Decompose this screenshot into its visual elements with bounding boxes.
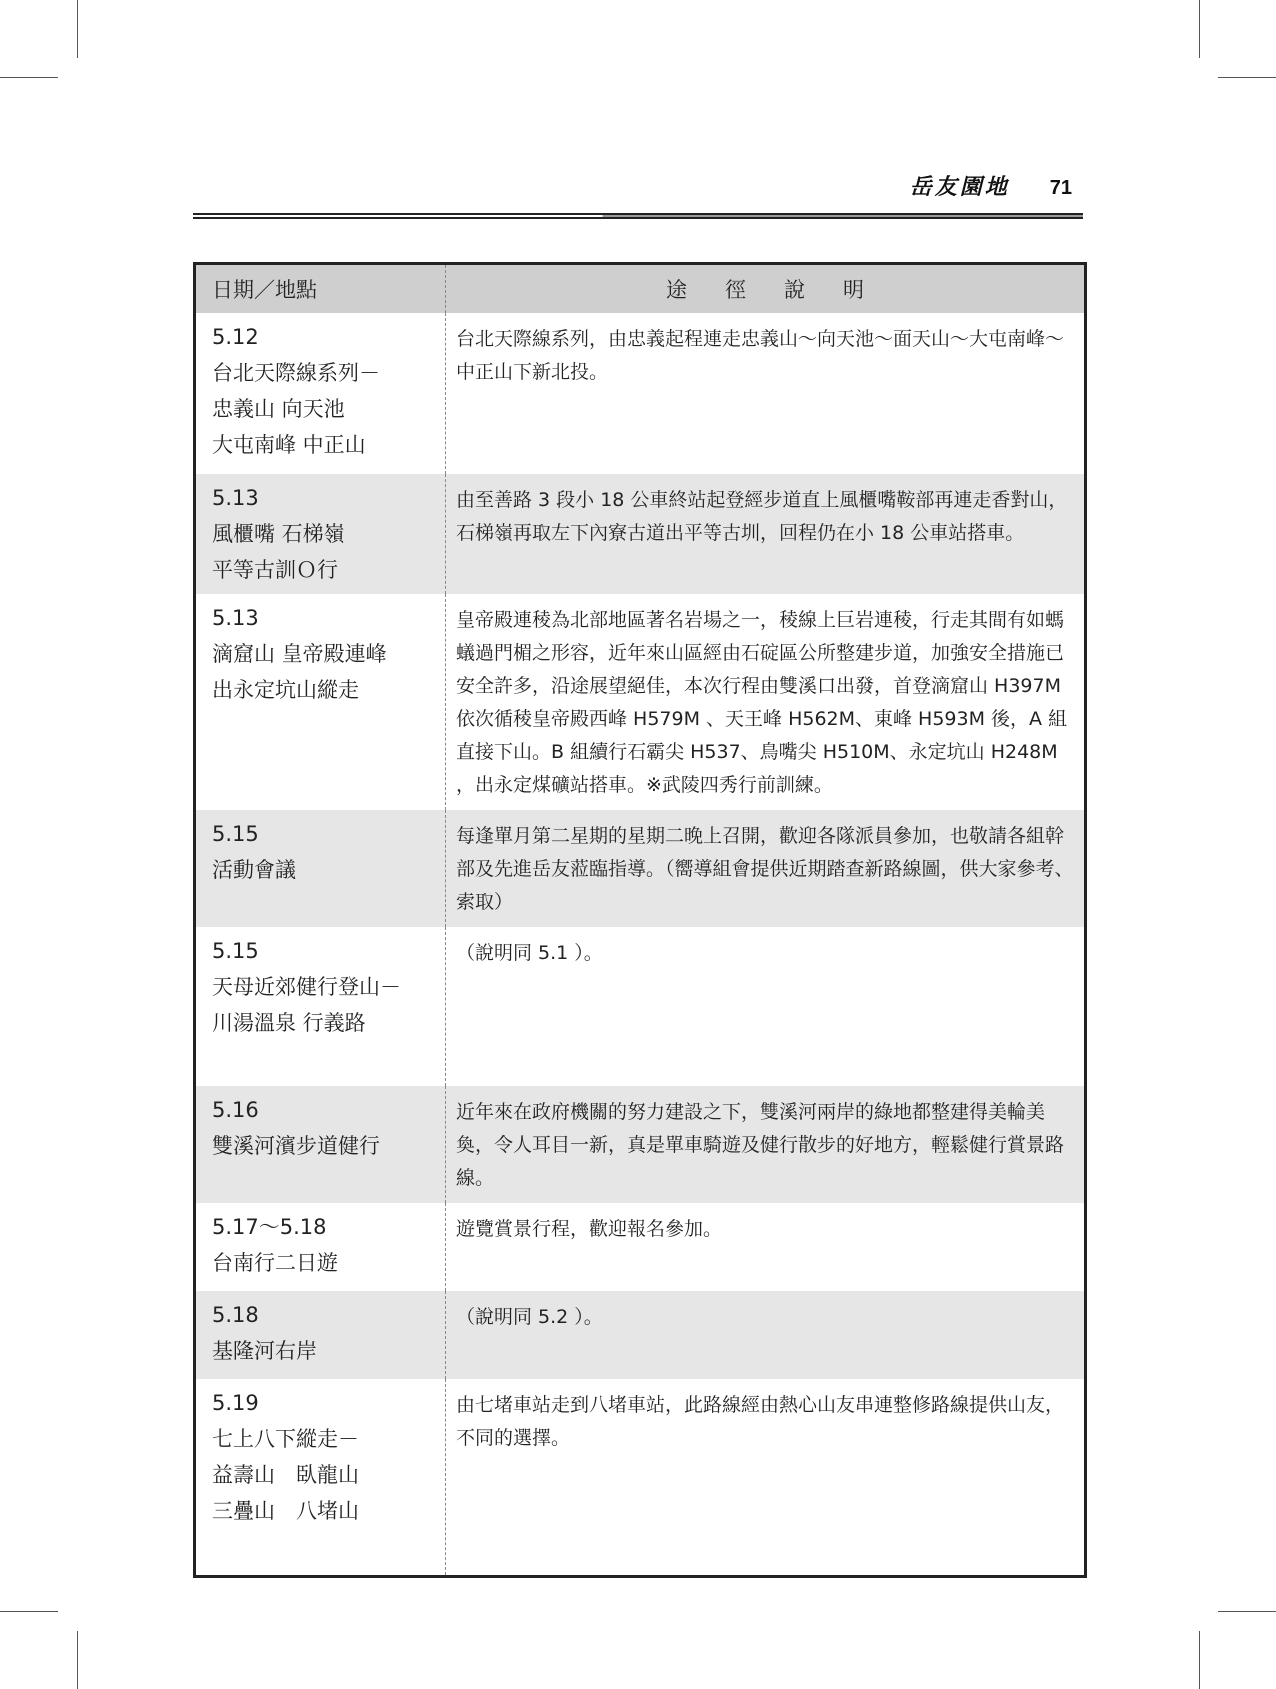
date-line: 平等古訓Ｏ行 (212, 558, 338, 582)
table-row (195, 474, 1086, 594)
date-line: 川湯溫泉 行義路 (212, 1011, 366, 1035)
route-description-cell: （說明同 5.1 ）。 (456, 942, 603, 964)
route-description-cell: 台北天際線系列，由忠義起程連走忠義山～向天池～面天山～大屯南峰～中正山下新北投。 (456, 328, 1065, 383)
date-line: 5.15 (212, 939, 259, 963)
date-line: 益壽山 臥龍山 (212, 1463, 359, 1487)
table-header-row (195, 264, 1086, 314)
date-line: 雙溪河濱步道健行 (212, 1134, 380, 1158)
date-line: 5.15 (212, 822, 259, 846)
running-head (910, 170, 1072, 201)
date-line: 忠義山 向天池 (212, 397, 345, 421)
column-header-route: 途徑說明 (446, 264, 1086, 314)
date-location-cell (195, 474, 446, 594)
crop-mark (1218, 77, 1276, 78)
table-row (195, 1379, 1086, 1577)
crop-mark (0, 77, 58, 78)
crop-mark (0, 1611, 58, 1612)
route-description-cell: 近年來在政府機關的努力建設之下，雙溪河兩岸的綠地都整建得美輪美奐，令人耳目一新，真是單車騎遊及健行散步的好地方，輕鬆健行賞景路線。 (446, 1086, 1086, 1203)
table-row (195, 810, 1086, 927)
route-description-cell: 遊覽賞景行程，歡迎報名參加。 (456, 1218, 723, 1240)
page-number: 71 (1049, 177, 1072, 199)
route-description-cell: 每逢單月第二星期的星期二晚上召開，歡迎各隊派員參加，也敬請各組幹部及先進岳友蒞臨指導。（嚮導組會提供近期踏查新路線圖，供大家參考、索取） (446, 810, 1086, 927)
schedule-table (193, 262, 1087, 1578)
date-location-cell (195, 1379, 446, 1577)
table-row (195, 1086, 1086, 1203)
date-line: 基隆河右岸 (212, 1339, 317, 1363)
date-line: 5.13 (212, 606, 259, 630)
route-description-cell: 由七堵車站走到八堵車站，此路線經由熱心山友串連整修路線提供山友，不同的選擇。 (456, 1394, 1065, 1449)
route-description-cell: 由至善路 3 段小 18 公車終站起登經步道直上風櫃嘴鞍部再連走香對山，石梯嶺再取左下內寮古道出平等古圳，回程仍在小 18 公車站搭車。 (446, 474, 1086, 594)
date-line: 5.16 (212, 1098, 259, 1122)
date-line: 滴窟山 皇帝殿連峰 (212, 642, 387, 666)
crop-mark (1199, 1631, 1200, 1689)
route-description-cell: 皇帝殿連稜為北部地區著名岩場之一，稜線上巨岩連稜，行走其間有如螞蟻過門楣之形容，近年來山區經由石碇區公所整建步道，加強安全措施已安全許多，沿途展望絕佳，本次行程由雙溪口出發，首登滴窟山 H397M 依次循稜皇帝殿西峰 H579M 、天王峰 H562M、東峰 H593M 後，A 組直接下山。B 組續行石霸尖 H537、鳥嘴尖 H510M、永定坑山 H248M ，出永定煤礦站搭車。※武陵四秀行前訓練。 (456, 609, 1068, 796)
date-location-cell (195, 810, 446, 927)
table-row (195, 927, 1086, 1086)
date-location-cell (195, 927, 446, 1086)
route-description-cell: （說明同 5.2 ）。 (446, 1291, 1086, 1379)
date-line: 5.19 (212, 1391, 259, 1415)
date-line: 5.18 (212, 1303, 259, 1327)
date-line: 天母近郊健行登山－ (212, 975, 401, 999)
date-line: 七上八下縱走－ (212, 1427, 359, 1451)
table-row (195, 594, 1086, 810)
date-line: 5.13 (212, 486, 259, 510)
table-row (195, 1291, 1086, 1379)
section-title: 岳友園地 (909, 174, 1010, 200)
date-location-cell (195, 313, 446, 474)
table-row (195, 1203, 1086, 1291)
header-rule (193, 213, 1083, 219)
table-row (195, 313, 1086, 474)
crop-mark (1199, 0, 1200, 58)
date-line: 活動會議 (212, 858, 296, 882)
date-location-cell (195, 1291, 446, 1379)
crop-mark (77, 1631, 78, 1689)
date-line: 三疊山 八堵山 (212, 1499, 359, 1523)
date-location-cell (195, 594, 446, 810)
column-header-date: 日期／地點 (195, 264, 446, 314)
date-line: 出永定坑山縱走 (212, 678, 359, 702)
date-line: 大屯南峰 中正山 (212, 433, 366, 457)
date-line: 台北天際線系列－ (212, 361, 380, 385)
date-line: 5.17～5.18 (212, 1215, 327, 1239)
crop-mark (77, 0, 78, 58)
date-line: 風櫃嘴 石梯嶺 (212, 522, 345, 546)
date-location-cell (195, 1203, 446, 1291)
date-location-cell (195, 1086, 446, 1203)
crop-mark (1218, 1611, 1276, 1612)
date-line: 台南行二日遊 (212, 1251, 338, 1275)
date-line: 5.12 (212, 325, 259, 349)
